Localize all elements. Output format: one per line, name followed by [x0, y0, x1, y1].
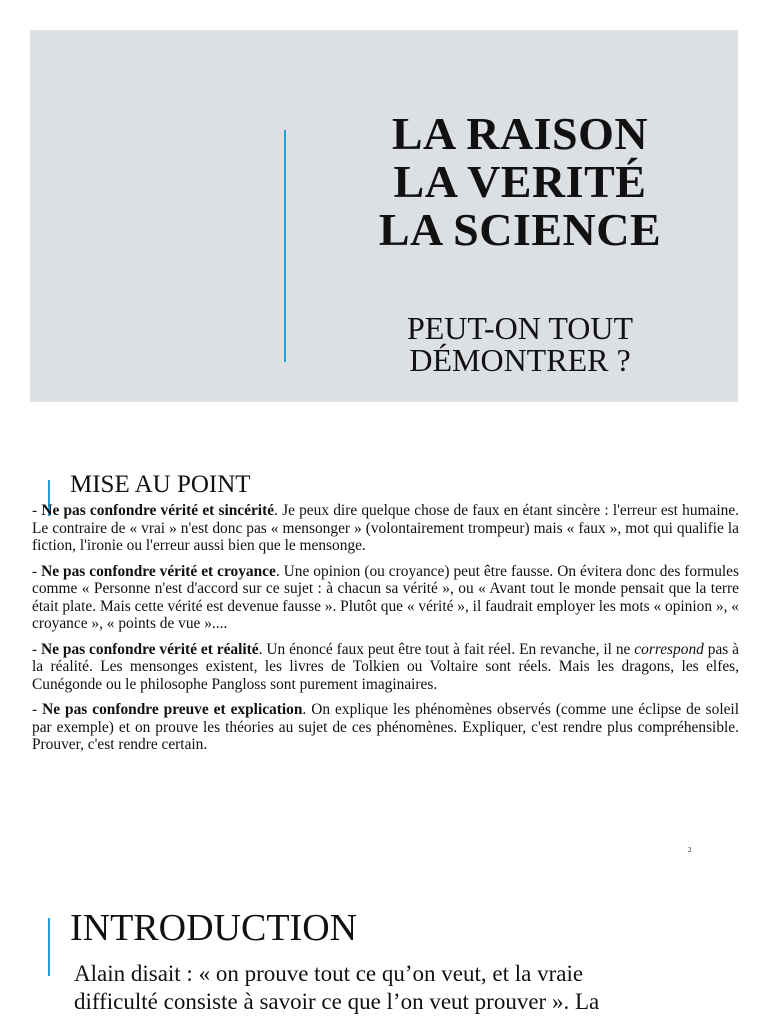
- paragraph-preuve: - Ne pas confondre preuve et explication. On explique les phénomènes observés (comme une éclipse de soleil par exemple) et on prouve les théories au sujet de ces phénomènes. Expliquer, c'est rendre plus compréhensible. Prouver, c'est rendre certain.: [32, 701, 739, 753]
- paragraph-realite: - Ne pas confondre vérité et réalité. Un énoncé faux peut être tout à fait réel. En revanche, il ne correspond pas à la réalité. Les mensonges existent, les livres de Tolkien ou Voltaire sont réels. Mais les dragons, les elfes, Cunégonde ou le philosophe Pangloss sont purement imaginaires.: [32, 640, 740, 693]
- introduction-body: [74, 960, 694, 1016]
- paragraph-croyance: - Ne pas confondre vérité et croyance. Une opinion (ou croyance) peut être fausse. On évitera donc des formules comme « Personne n'est d'accord sur ce sujet : à chacun sa vérité », ou « Avant tout le monde pensait que la terre était plate. Mais cette vérité est devenue fausse ». Plutôt que « vérité », il faudrait employer les mots « opinion », « croyance », « points de vue »....: [32, 562, 739, 632]
- subtitle-line-1: PEUT-ON TOUT: [406, 310, 634, 346]
- paragraph-lead: Ne pas confondre vérité et croyance: [41, 562, 276, 580]
- slide-subtitle: [320, 312, 720, 376]
- title-line-1: LA RAISON: [391, 108, 649, 159]
- emphasis: correspond: [634, 640, 704, 658]
- title-slide: [30, 30, 738, 402]
- section-accent-bar: [48, 918, 50, 976]
- section-heading-mise-au-point: MISE AU POINT: [70, 471, 251, 498]
- slide-title: [320, 110, 720, 254]
- subtitle-line-2: DÉMONTRER ?: [409, 342, 631, 378]
- paragraph-lead: Ne pas confondre vérité et réalité: [41, 640, 259, 658]
- intro-line-1: Alain disait : « on prouve tout ce qu’on veut, et la vraie: [74, 961, 584, 986]
- intro-line-2: difficulté consiste à savoir ce que l’on veut prouver ». La: [74, 989, 600, 1014]
- paragraph-sincerite: - Ne pas confondre vérité et sincérité. Je peux dire quelque chose de faux en étant sincère : l'erreur est humaine. Le contraire de « vrai » n'est donc pas « mensonger » (volontairement trompeur) mais « faux », mot qui qualifie la fiction, l'ironie ou l'erreur aussi bien que le mensonge.: [32, 502, 739, 554]
- paragraph-lead: Ne pas confondre preuve et explication: [42, 701, 303, 718]
- mise-au-point-body: [32, 502, 739, 762]
- accent-bar: [284, 130, 286, 362]
- page-number: 2: [688, 846, 692, 854]
- title-line-2: LA VERITÉ: [393, 156, 647, 207]
- paragraph-lead: Ne pas confondre vérité et sincérité: [41, 502, 275, 519]
- section-heading-introduction: INTRODUCTION: [70, 907, 358, 949]
- title-line-3: LA SCIENCE: [378, 204, 662, 255]
